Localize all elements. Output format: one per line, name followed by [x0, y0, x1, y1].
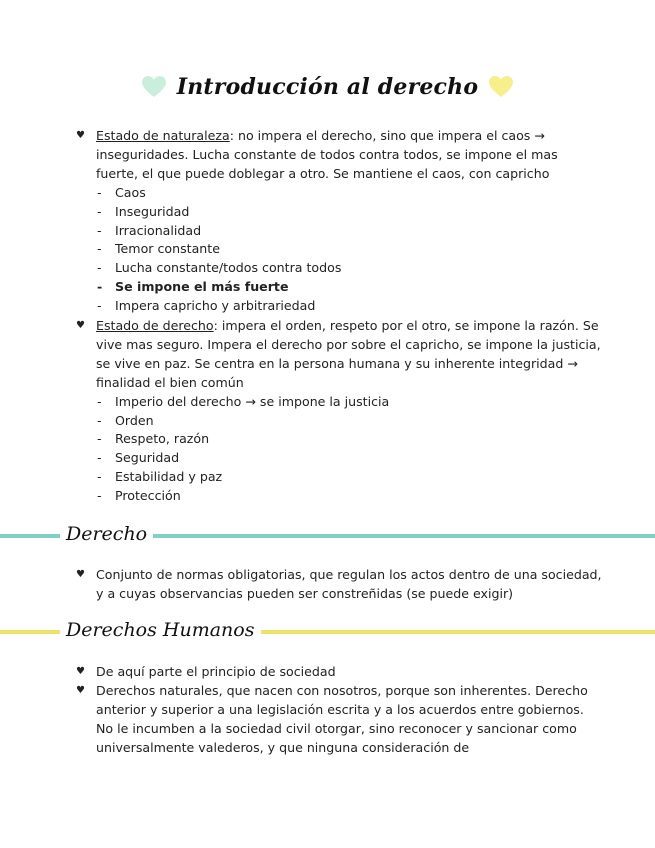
heart-left-icon [141, 75, 167, 99]
list-item: - Protección [0, 487, 655, 506]
heading-derechos-humanos: Derechos Humanos [60, 619, 261, 641]
heart-right-icon [488, 75, 514, 99]
list-item: - Temor constante [0, 240, 655, 259]
bullet-derechos-humanos-2: ♥ Derechos naturales, que nacen con nosotros, porque son inherentes. Derecho anterior y superior a una legislación escrita y a los acuerdos entre gobiernos. No le incumben a la sociedad civil otorgar, sino reconocer y sancionar como universalmente valederos, y que ninguna consideración de [0, 682, 655, 758]
bullet-derechos-humanos-1: ♥ De aquí parte el principio de sociedad [0, 663, 655, 682]
bullet-derecho: ♥ Conjunto de normas obligatorias, que regulan los actos dentro de una sociedad, y a cuyas observancias pueden ser constreñidas (se puede exigir) [0, 566, 655, 604]
divider-derecho [0, 521, 655, 551]
list-item: - Impera capricho y arbitrariedad [0, 297, 655, 316]
list-item: - Inseguridad [0, 203, 655, 222]
list-item: - Respeto, razón [0, 430, 655, 449]
list-item: - Orden [0, 412, 655, 431]
bullet-estado-derecho [0, 317, 655, 393]
term-estado-naturaleza: Estado de naturaleza [96, 128, 230, 143]
list-item: - Estabilidad y paz [0, 468, 655, 487]
list-item: - Caos [0, 184, 655, 203]
definition-estado-naturaleza: : no impera el derecho, sino que impera el caos → inseguridades. Lucha constante de todos contra todos, se impone el mas fuerte, el que puede doblegar a otro. Se mantiene el caos, con capricho [96, 128, 558, 181]
heading-derecho: Derecho [60, 523, 153, 545]
section-derecho [0, 566, 655, 604]
section-estado-derecho [0, 317, 655, 506]
list-item: - Imperio del derecho → se impone la justicia [0, 393, 655, 412]
page-title: Introducción al derecho [176, 74, 479, 100]
definition-estado-derecho: : impera el orden, respeto por el otro, se impone la razón. Se vive mas seguro. Impera el derecho por sobre el capricho, se impone la justicia, se vive en paz. Se centra en la persona humana y su inherente integridad → finalidad el bien común [96, 318, 601, 390]
list-item: - Irracionalidad [0, 222, 655, 241]
list-item-bold: - Se impone el más fuerte [0, 278, 655, 297]
divider-derechos-humanos [0, 617, 655, 647]
title-row [0, 74, 655, 100]
list-item: - Seguridad [0, 449, 655, 468]
list-item: - Lucha constante/todos contra todos [0, 259, 655, 278]
section-estado-naturaleza [0, 127, 655, 316]
bullet-estado-naturaleza [0, 127, 655, 184]
section-derechos-humanos [0, 663, 655, 758]
term-estado-derecho: Estado de derecho [96, 318, 214, 333]
